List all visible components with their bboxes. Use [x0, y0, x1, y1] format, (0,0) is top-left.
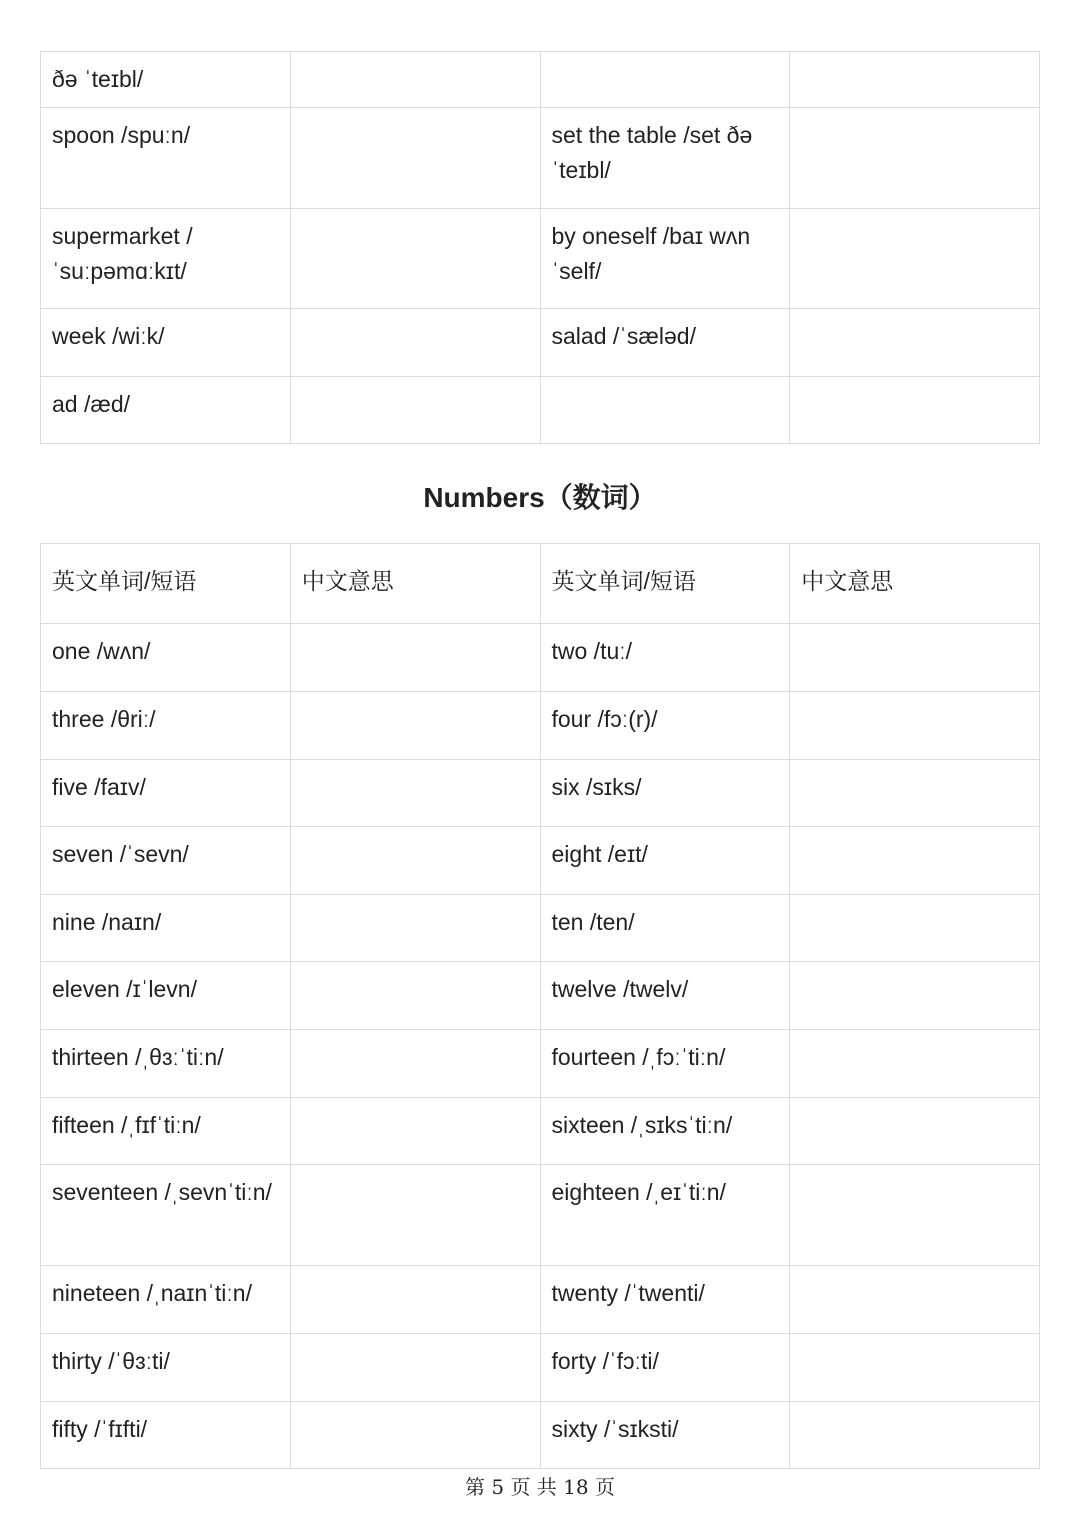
chinese-meaning-cell — [790, 895, 1040, 962]
chinese-meaning-cell — [790, 1334, 1040, 1402]
chinese-meaning-cell — [290, 895, 540, 962]
chinese-meaning-cell — [290, 1402, 540, 1469]
english-word-cell: spoon /spuːn/ — [41, 108, 291, 209]
english-word-cell: set the table /set ðə ˈteɪbl/ — [540, 108, 790, 209]
english-word-cell: three /θriː/ — [41, 692, 291, 760]
english-word-cell: supermarket /ˈsuːpəmɑːkɪt/ — [41, 209, 291, 309]
chinese-meaning-cell — [790, 108, 1040, 209]
chinese-meaning-cell — [790, 1165, 1040, 1266]
chinese-meaning-cell — [790, 1030, 1040, 1098]
english-word-cell: by oneself /baɪ wʌnˈself/ — [540, 209, 790, 309]
english-word-cell: seventeen /ˌsevnˈtiːn/ — [41, 1165, 291, 1266]
chinese-meaning-cell — [290, 309, 540, 377]
english-word-cell: two /tuː/ — [540, 624, 790, 692]
chinese-meaning-cell — [290, 1030, 540, 1098]
header-chinese: 中文意思 — [790, 544, 1040, 624]
english-word-cell: fifteen /ˌfɪfˈtiːn/ — [41, 1098, 291, 1165]
english-word-cell: forty /ˈfɔːti/ — [540, 1334, 790, 1402]
chinese-meaning-cell — [790, 1266, 1040, 1334]
chinese-meaning-cell — [290, 827, 540, 895]
english-word-cell: six /sɪks/ — [540, 760, 790, 827]
chinese-meaning-cell — [290, 962, 540, 1030]
header-english: 英文单词/短语 — [540, 544, 790, 624]
table-row — [41, 692, 1040, 760]
table-row — [41, 827, 1040, 895]
english-word-cell: thirty /ˈθɜːti/ — [41, 1334, 291, 1402]
english-word-cell — [540, 52, 790, 108]
chinese-meaning-cell — [290, 1098, 540, 1165]
vocab-table-continued — [40, 51, 1040, 444]
chinese-meaning-cell — [290, 1165, 540, 1266]
chinese-meaning-cell — [790, 827, 1040, 895]
english-word-cell: salad /ˈsæləd/ — [540, 309, 790, 377]
chinese-meaning-cell — [290, 52, 540, 108]
english-word-cell: eight /eɪt/ — [540, 827, 790, 895]
english-word-cell: ten /ten/ — [540, 895, 790, 962]
table-row — [41, 108, 1040, 209]
section-title: Numbers（数词） — [423, 482, 657, 513]
table-row — [41, 1266, 1040, 1334]
english-word-cell: ðə ˈteɪbl/ — [41, 52, 291, 108]
chinese-meaning-cell — [790, 692, 1040, 760]
table-row — [41, 1030, 1040, 1098]
english-word-cell: seven /ˈsevn/ — [41, 827, 291, 895]
english-word-cell: five /faɪv/ — [41, 760, 291, 827]
table-header-row — [41, 544, 1040, 624]
english-word-cell: ad /æd/ — [41, 377, 291, 444]
page-footer: 第 5 页 共 18 页 — [465, 1475, 615, 1499]
english-word-cell: nine /naɪn/ — [41, 895, 291, 962]
numbers-table — [40, 543, 1040, 1469]
chinese-meaning-cell — [790, 1098, 1040, 1165]
header-chinese: 中文意思 — [290, 544, 540, 624]
chinese-meaning-cell — [790, 760, 1040, 827]
english-word-cell: sixteen /ˌsɪksˈtiːn/ — [540, 1098, 790, 1165]
english-word-cell: week /wiːk/ — [41, 309, 291, 377]
table-row — [41, 962, 1040, 1030]
table-row — [41, 760, 1040, 827]
english-word-cell: nineteen /ˌnaɪnˈtiːn/ — [41, 1266, 291, 1334]
chinese-meaning-cell — [790, 624, 1040, 692]
chinese-meaning-cell — [290, 1334, 540, 1402]
english-word-cell: sixty /ˈsɪksti/ — [540, 1402, 790, 1469]
english-word-cell: eighteen /ˌeɪˈtiːn/ — [540, 1165, 790, 1266]
table-row — [41, 1165, 1040, 1266]
table-row — [41, 1402, 1040, 1469]
english-word-cell — [540, 377, 790, 444]
english-word-cell: fifty /ˈfɪfti/ — [41, 1402, 291, 1469]
english-word-cell: one /wʌn/ — [41, 624, 291, 692]
english-word-cell: four /fɔː(r)/ — [540, 692, 790, 760]
table-row — [41, 377, 1040, 444]
chinese-meaning-cell — [290, 760, 540, 827]
english-word-cell: twelve /twelv/ — [540, 962, 790, 1030]
english-word-cell: fourteen /ˌfɔːˈtiːn/ — [540, 1030, 790, 1098]
english-word-cell: twenty /ˈtwenti/ — [540, 1266, 790, 1334]
english-word-cell: eleven /ɪˈlevn/ — [41, 962, 291, 1030]
table-row — [41, 895, 1040, 962]
chinese-meaning-cell — [790, 309, 1040, 377]
header-english: 英文单词/短语 — [41, 544, 291, 624]
chinese-meaning-cell — [290, 1266, 540, 1334]
table-row — [41, 309, 1040, 377]
chinese-meaning-cell — [790, 377, 1040, 444]
table-row — [41, 1098, 1040, 1165]
chinese-meaning-cell — [790, 209, 1040, 309]
table-row — [41, 209, 1040, 309]
chinese-meaning-cell — [790, 52, 1040, 108]
table-row — [41, 52, 1040, 108]
chinese-meaning-cell — [290, 624, 540, 692]
table-row — [41, 1334, 1040, 1402]
table-row — [41, 624, 1040, 692]
chinese-meaning-cell — [290, 377, 540, 444]
chinese-meaning-cell — [290, 692, 540, 760]
chinese-meaning-cell — [790, 1402, 1040, 1469]
chinese-meaning-cell — [290, 209, 540, 309]
chinese-meaning-cell — [790, 962, 1040, 1030]
english-word-cell: thirteen /ˌθɜːˈtiːn/ — [41, 1030, 291, 1098]
chinese-meaning-cell — [290, 108, 540, 209]
